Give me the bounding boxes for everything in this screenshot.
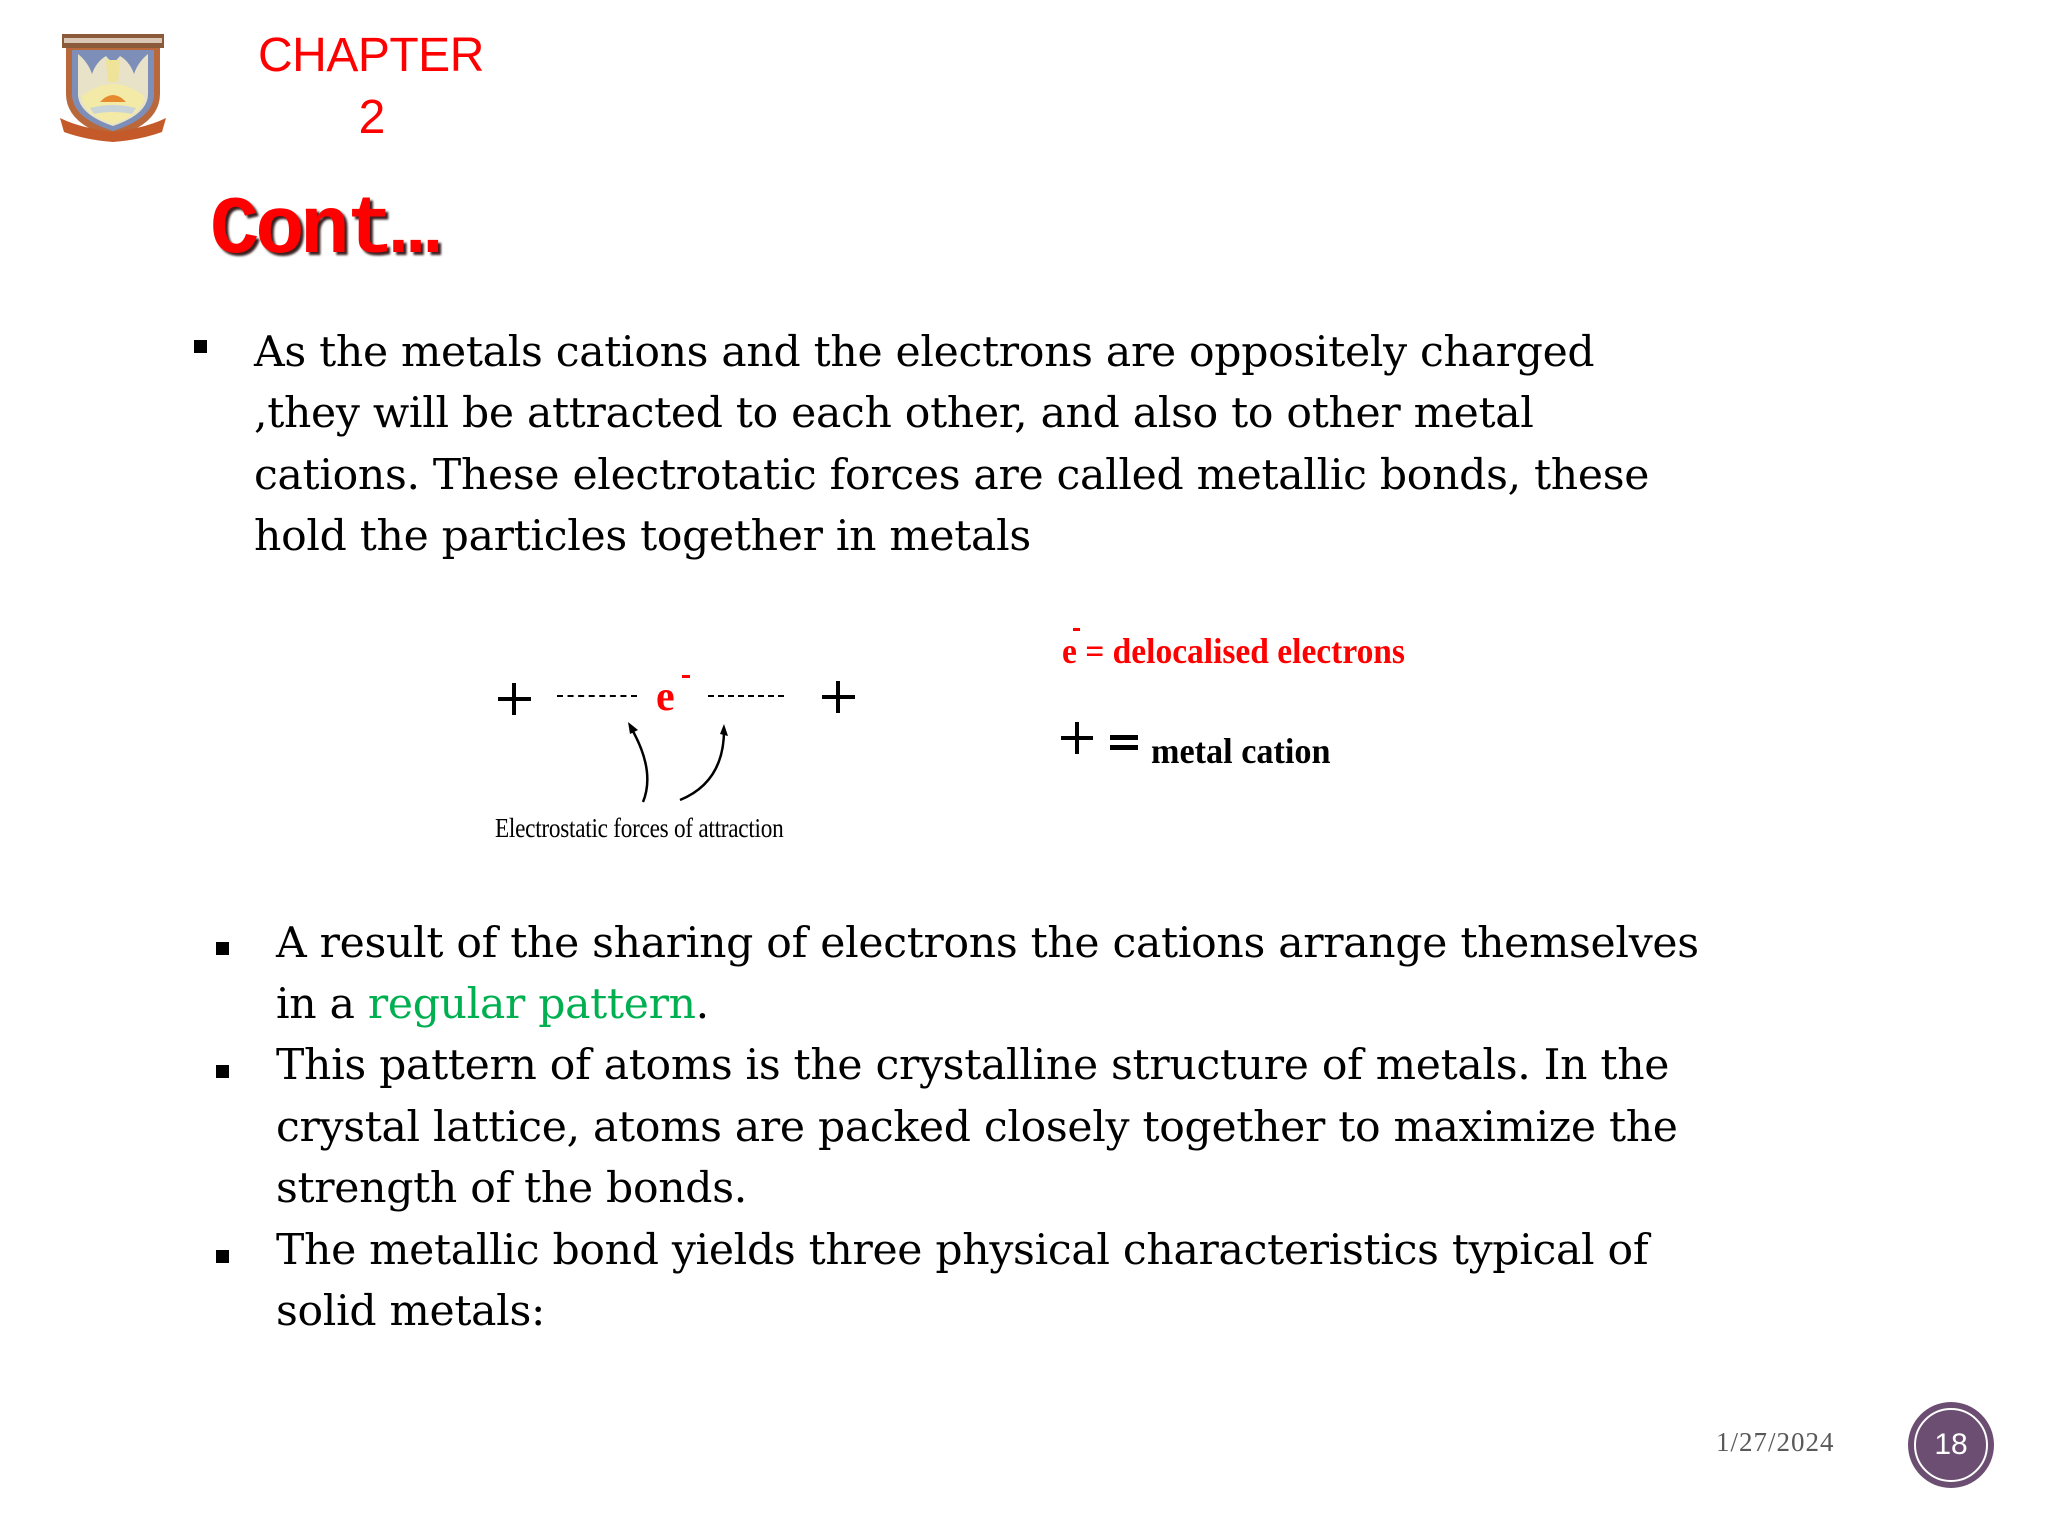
- paragraph2-line: strength of the bonds.: [276, 1164, 747, 1213]
- paragraph1-line: As the metals cations and the electrons are oppositely charged: [254, 328, 1595, 377]
- dashed-bond-line: [708, 695, 784, 697]
- page-number-badge: [1908, 1402, 1994, 1488]
- paragraph1-line: ,they will be attracted to each other, and also to other metal: [254, 389, 1534, 438]
- legend-electron: e = delocalised electrons: [1062, 631, 1405, 671]
- slide-title: Cont…: [210, 184, 437, 277]
- chapter-number: 2: [358, 91, 386, 144]
- chapter-label: CHAPTER: [258, 29, 484, 82]
- legend-cation: metal cation: [1151, 731, 1331, 771]
- bullet-marker: [194, 340, 207, 353]
- paragraph2-line: [276, 980, 709, 1029]
- paragraph2-line: crystal lattice, atoms are packed closely together to maximize the: [276, 1103, 1678, 1152]
- bullet-marker: [216, 1250, 229, 1263]
- text-prefix: in a: [276, 980, 368, 1029]
- electron-symbol: e: [656, 674, 675, 720]
- attraction-arrows-icon: [600, 700, 760, 820]
- minus-sign-icon: [682, 675, 690, 678]
- university-crest-logo: [60, 32, 166, 144]
- paragraph2-line: A result of the sharing of electrons the cations arrange themselves: [276, 919, 1699, 968]
- paragraph2-line: The metallic bond yields three physical characteristics typical of: [276, 1226, 1649, 1275]
- bullet-marker: [216, 942, 229, 955]
- paragraph1-line: cations. These electrotatic forces are called metallic bonds, these: [254, 451, 1650, 500]
- slide-date: 1/27/2024: [1716, 1427, 1835, 1457]
- minus-sign-icon: [1073, 628, 1080, 631]
- diagram-caption: Electrostatic forces of attraction: [495, 813, 784, 843]
- paragraph2-line: This pattern of atoms is the crystalline structure of metals. In the: [276, 1041, 1670, 1090]
- highlight-regular-pattern: regular pattern: [367, 980, 696, 1029]
- paragraph1-line: hold the particles together in metals: [254, 512, 1031, 561]
- bullet-marker: [216, 1065, 229, 1078]
- dashed-bond-line: [557, 695, 637, 697]
- text-suffix: .: [695, 980, 709, 1029]
- crest-icon: [60, 32, 166, 144]
- paragraph2-line: solid metals:: [276, 1287, 545, 1336]
- page-number: 18: [1934, 1428, 1968, 1461]
